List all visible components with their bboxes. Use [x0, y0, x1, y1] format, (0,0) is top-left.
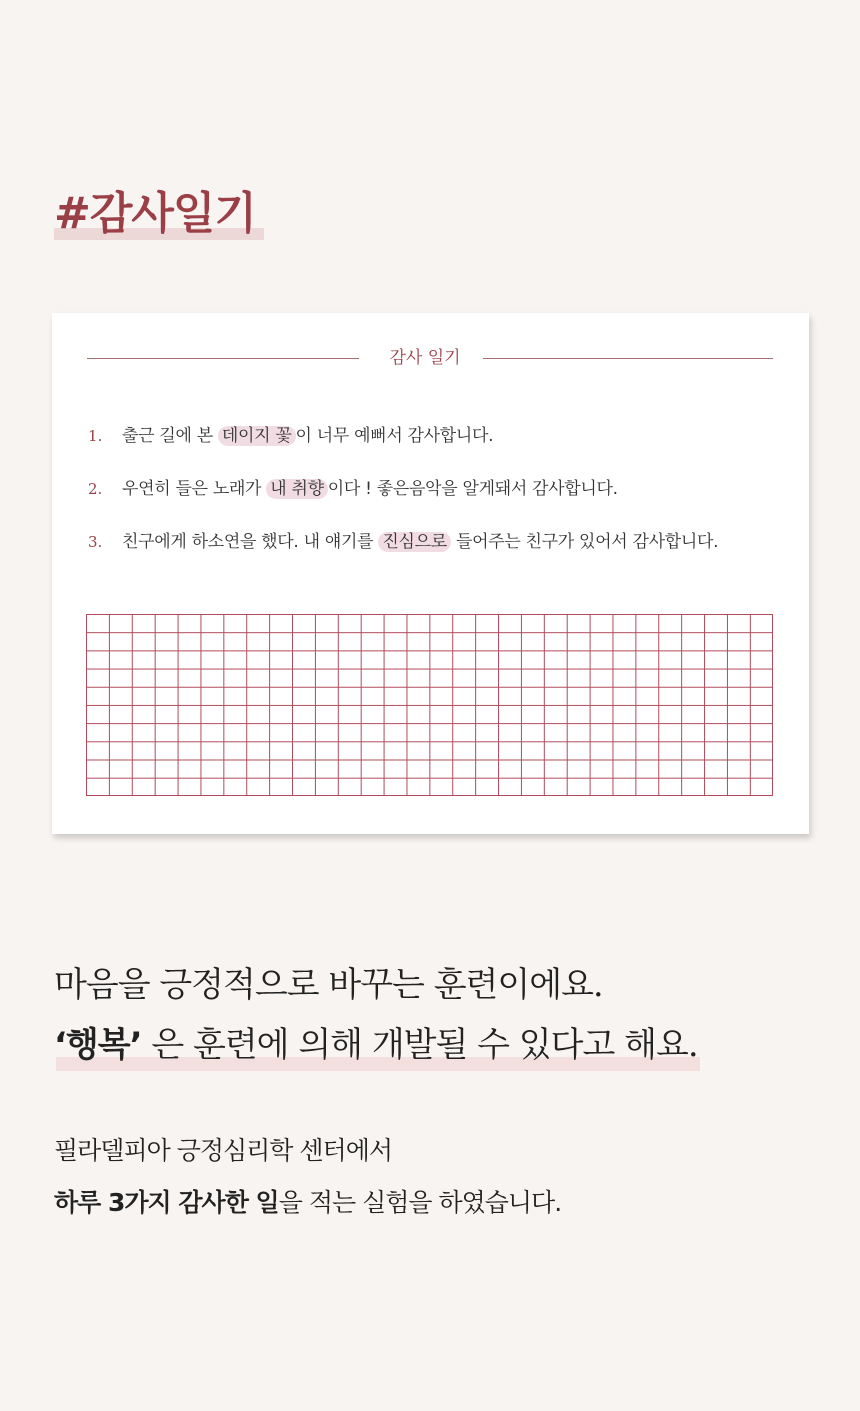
sub-line-2-rest: 을 적는 실험을 하였습니다. — [278, 1188, 562, 1217]
entry-highlight: 데이지 꽃 — [218, 426, 296, 446]
entry-text — [122, 472, 618, 506]
diary-entry-2 — [88, 472, 788, 525]
diary-entry-3 — [88, 525, 788, 578]
description-line-2 — [54, 1015, 698, 1075]
card-title-row — [87, 345, 773, 371]
entry-number: 3. — [88, 533, 103, 551]
entry-number: 2. — [88, 480, 103, 498]
description-line-2-rest: 은 훈련에 의해 개발될 수 있다고 해요. — [141, 1025, 698, 1065]
sub-line-2 — [54, 1177, 834, 1229]
entry-highlight: 진심으로 — [378, 532, 451, 552]
entry-text-pre: 출근 길에 본 — [122, 426, 218, 446]
sub-line-1: 필라델피아 긍정심리학 센터에서 — [54, 1136, 392, 1165]
entry-text — [122, 525, 718, 559]
gratitude-diary-card — [52, 313, 809, 834]
entry-text-post: 이다 ! 좋은음악을 알게돼서 감사합니다. — [327, 479, 618, 499]
happiness-keyword: ‘행복’ — [54, 1025, 142, 1065]
manuscript-grid — [86, 614, 773, 796]
entry-text-pre: 친구에게 하소연을 했다. 내 얘기를 — [122, 532, 379, 552]
page-hashtag-title — [54, 186, 256, 242]
entry-number: 1. — [88, 427, 103, 445]
diary-entries — [88, 419, 788, 578]
description-main — [54, 955, 834, 1075]
title-divider-left — [87, 358, 359, 359]
description-line-1: 마음을 긍정적으로 바꾸는 훈련이에요. — [54, 965, 603, 1005]
entry-text-pre: 우연히 들은 노래가 — [122, 479, 267, 499]
card-title: 감사 일기 — [389, 348, 461, 368]
entry-text-post: 들어주는 친구가 있어서 감사합니다. — [450, 532, 719, 552]
entry-highlight: 내 취향 — [266, 479, 327, 499]
hashtag-text: #감사일기 — [54, 188, 256, 239]
description-sub — [54, 1125, 834, 1229]
title-divider-right — [483, 358, 773, 359]
entry-text-post: 이 너무 예뻐서 감사합니다. — [295, 426, 494, 446]
diary-entry-1 — [88, 419, 788, 472]
entry-text — [122, 419, 493, 453]
sub-line-2-bold: 하루 3가지 감사한 일 — [54, 1188, 279, 1217]
